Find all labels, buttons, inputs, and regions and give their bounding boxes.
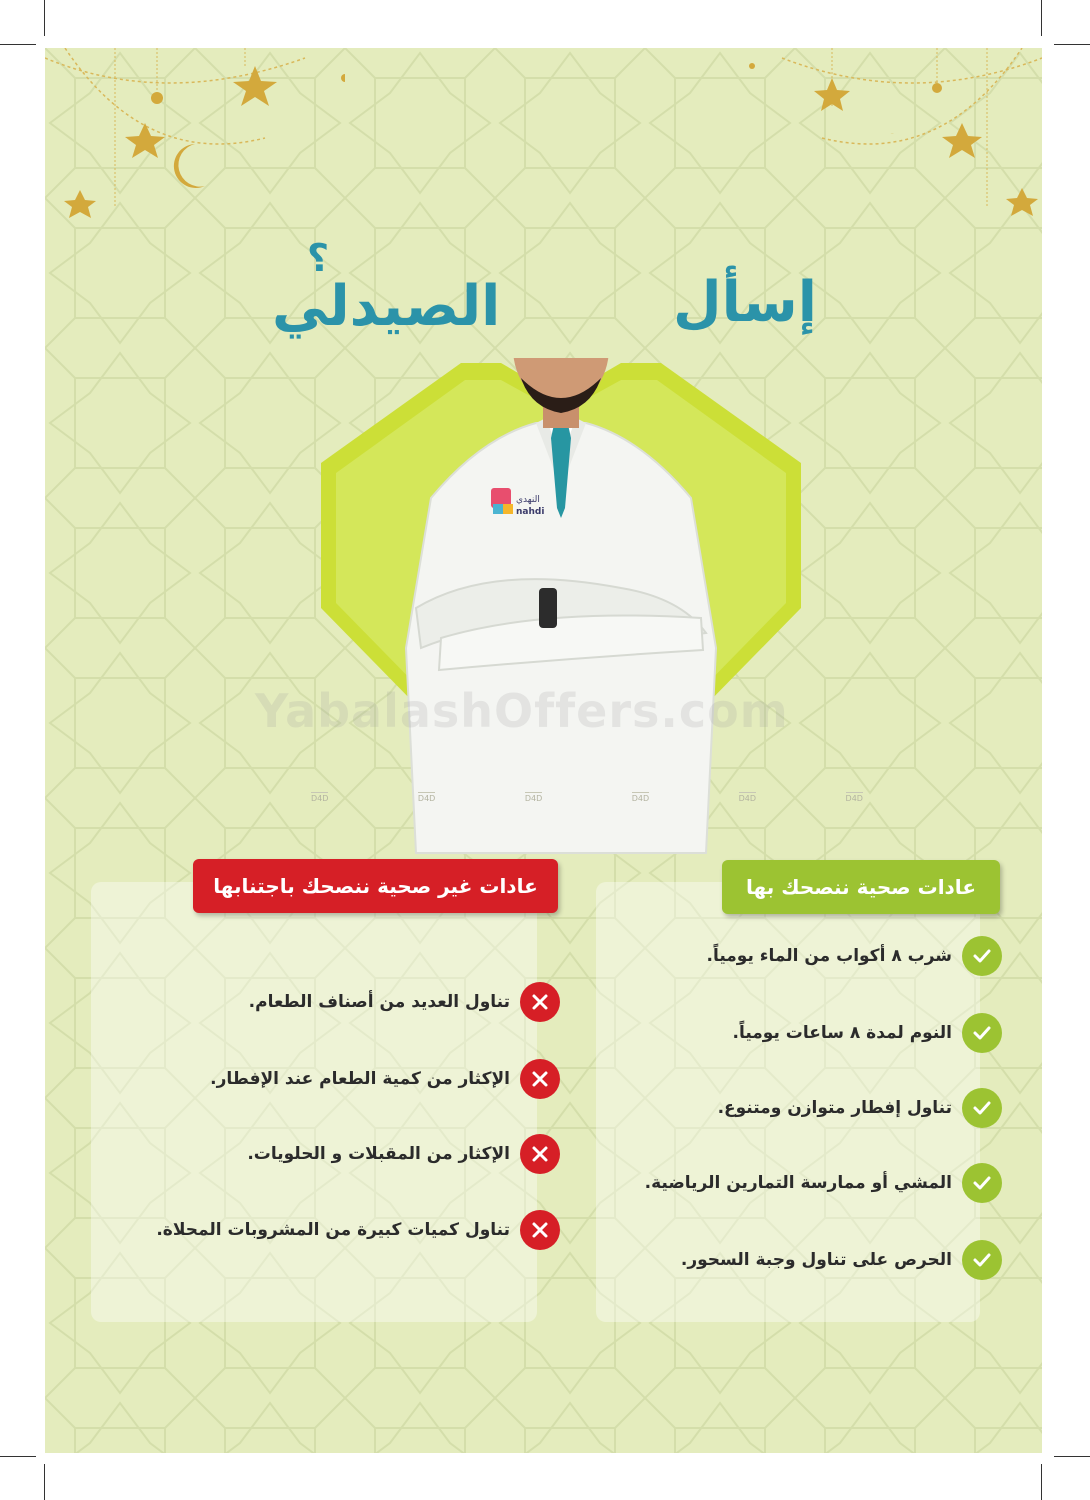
star-icon (233, 66, 277, 106)
star-icon (814, 78, 850, 111)
pharmacist-hero (321, 358, 801, 858)
crop-mark (1041, 0, 1042, 36)
crop-mark (1041, 1464, 1042, 1500)
checkmark-icon (962, 1163, 1002, 1203)
star-icon (125, 123, 165, 158)
crescent-moon-icon (96, 213, 135, 252)
site-watermark: YabalashOffers.com (255, 684, 789, 738)
star-icon (942, 123, 982, 158)
ramadan-decoration-right (712, 48, 1042, 278)
healthy-item (645, 1163, 1002, 1203)
headline-ask: إسأل (673, 270, 817, 335)
x-mark-icon (520, 982, 560, 1022)
unhealthy-item (247, 1134, 560, 1174)
d4d-logo: D4D (417, 793, 436, 803)
unhealthy-item-text: تناول العديد من أصناف الطعام. (248, 992, 510, 1012)
d4d-logo: D4D (311, 793, 329, 803)
unhealthy-item-text: الإكثار من المقبلات و الحلويات. (247, 1144, 510, 1164)
x-mark-icon (520, 1210, 560, 1250)
healthy-item (718, 1088, 1002, 1128)
nahdi-badge-en: nahdi (516, 507, 545, 517)
healthy-item (732, 1013, 1002, 1053)
checkmark-icon (962, 1240, 1002, 1280)
unhealthy-item-text: تناول كميات كبيرة من المشروبات المحلاة. (156, 1220, 510, 1240)
d4d-logo: D4D (845, 793, 863, 803)
healthy-item-text: الحرص على تناول وجبة السحور. (680, 1250, 952, 1270)
crop-mark (0, 1456, 36, 1457)
healthy-item-text: النوم لمدة ٨ ساعات يومياً. (732, 1023, 952, 1043)
healthy-item (707, 936, 1003, 976)
ornament-icon (151, 92, 163, 104)
checkmark-icon (962, 1013, 1002, 1053)
watch-icon (539, 588, 557, 628)
ramadan-decoration-left (45, 48, 345, 278)
crop-mark (44, 1464, 45, 1500)
headline-pharmacist: الصيدلي (272, 274, 501, 339)
star-icon (1006, 188, 1038, 216)
d4d-logo: D4D (524, 793, 543, 803)
crescent-moon-icon (964, 211, 1003, 248)
unhealthy-item-text: الإكثار من كمية الطعام عند الإفطار. (210, 1069, 510, 1089)
unhealthy-habits-header: عادات غير صحية ننصحك باجتنابها (193, 859, 558, 913)
unhealthy-item (249, 982, 560, 1022)
unhealthy-item (156, 1210, 560, 1250)
healthy-habits-header: عادات صحية ننصحك بها (722, 860, 1000, 914)
checkmark-icon (962, 936, 1002, 976)
nahdi-badge-ar: النهدي (516, 495, 540, 505)
headline-question-mark: ؟ (307, 236, 330, 280)
crop-mark (44, 0, 45, 36)
healthy-item-text: تناول إفطار متوازن ومتنوع. (717, 1098, 952, 1118)
crescent-moon-icon (872, 133, 916, 170)
healthy-item (681, 1240, 1002, 1280)
x-mark-icon (520, 1134, 560, 1174)
unhealthy-habits-panel (91, 882, 537, 1322)
crop-mark (1054, 44, 1090, 45)
d4d-logo: D4D (738, 793, 757, 803)
crop-mark (1054, 1456, 1090, 1457)
unhealthy-item (210, 1059, 560, 1099)
x-mark-icon (520, 1059, 560, 1099)
crop-mark (0, 44, 36, 45)
d4d-logo-strip (311, 790, 863, 804)
healthy-item-text: المشي أو ممارسة التمارين الرياضية. (644, 1173, 952, 1193)
star-icon (64, 190, 96, 218)
crescent-moon-icon (174, 144, 205, 188)
d4d-logo: D4D (631, 793, 650, 803)
checkmark-icon (962, 1088, 1002, 1128)
healthy-item-text: شرب ٨ أكواب من الماء يومياً. (706, 946, 952, 966)
